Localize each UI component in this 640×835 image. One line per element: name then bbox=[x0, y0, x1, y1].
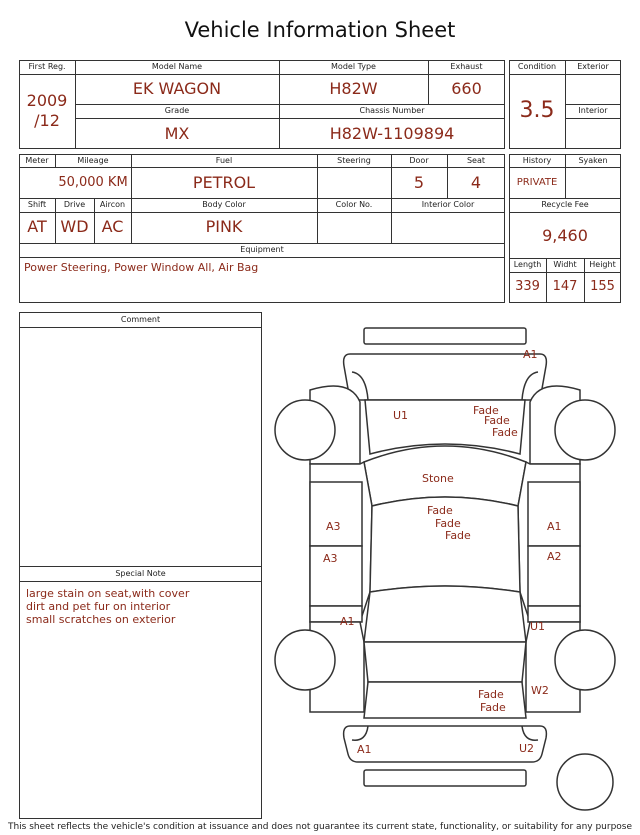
chassis-value: H82W-1109894 bbox=[329, 124, 455, 143]
special-note-line-3: small scratches on exterior bbox=[26, 613, 176, 626]
exterior-label: Exterior bbox=[577, 62, 609, 71]
front-bumper bbox=[344, 354, 547, 400]
equipment-label: Equipment bbox=[240, 245, 284, 254]
disclaimer-footer: This sheet reflects the vehicle's condition at issuance and does not guarantee its current state, functionality, or suitability for any purpose bbox=[7, 822, 633, 832]
mark-front-bumper: A1 bbox=[523, 348, 538, 361]
front-right-wheel bbox=[555, 400, 615, 460]
mark-hood: U1 bbox=[393, 409, 409, 422]
mark-rear-bumper-left: A1 bbox=[357, 743, 372, 756]
mileage-value: 50,000 KM bbox=[58, 175, 128, 190]
grade-label: Grade bbox=[164, 106, 190, 115]
meter-label: Meter bbox=[25, 156, 49, 165]
height-value: 155 bbox=[590, 279, 615, 294]
mark-right-rear-door: A2 bbox=[547, 550, 562, 563]
first-reg-label: First Reg. bbox=[28, 62, 66, 71]
mark-right-quarter: U1 bbox=[530, 620, 546, 633]
drive-value: WD bbox=[60, 217, 89, 236]
syaken-label: Syaken bbox=[578, 156, 608, 165]
seat-value: 4 bbox=[470, 173, 482, 192]
aircon-value: AC bbox=[101, 217, 124, 236]
exhaust-value: 660 bbox=[451, 79, 482, 98]
page-title: Vehicle Information Sheet bbox=[184, 18, 456, 42]
fuel-label: Fuel bbox=[215, 156, 233, 165]
mark-tail-fade-2: Fade bbox=[480, 701, 506, 714]
interior-color-label: Interior Color bbox=[421, 200, 475, 209]
rear-right-wheel bbox=[555, 630, 615, 690]
grade-value: MX bbox=[164, 124, 190, 143]
mark-roof-fade-3: Fade bbox=[445, 529, 471, 542]
first-reg-year: 2009 bbox=[26, 91, 68, 110]
right-front-door bbox=[528, 482, 580, 546]
mark-rear-bumper-right: U2 bbox=[519, 742, 535, 755]
rear-left-wheel bbox=[275, 630, 335, 690]
model-name-value: EK WAGON bbox=[132, 79, 222, 98]
rear-bumper-bottom bbox=[364, 770, 526, 786]
body-color-label: Body Color bbox=[202, 200, 246, 209]
mark-hood-fade-3: Fade bbox=[492, 426, 518, 439]
special-note-line-2: dirt and pet fur on interior bbox=[26, 600, 171, 613]
rear-bumper bbox=[344, 726, 547, 762]
shift-value: AT bbox=[27, 217, 47, 236]
mark-hood-fade-2: Fade bbox=[484, 414, 510, 427]
mark-tail-fade-1: Fade bbox=[478, 688, 504, 701]
front-left-wheel bbox=[275, 400, 335, 460]
history-value: PRIVATE bbox=[516, 177, 558, 188]
length-value: 339 bbox=[515, 279, 540, 294]
mileage-label: Mileage bbox=[77, 156, 109, 165]
spare-wheel bbox=[557, 754, 613, 810]
height-label: Height bbox=[589, 260, 616, 269]
first-reg-month: /12 bbox=[34, 111, 60, 130]
rear-window bbox=[364, 586, 526, 642]
special-note-line-1: large stain on seat,with cover bbox=[26, 587, 190, 600]
tailgate-glass bbox=[364, 642, 526, 682]
mark-roof-fade-1: Fade bbox=[427, 504, 453, 517]
special-note-label: Special Note bbox=[115, 569, 166, 578]
recycle-fee-value: 9,460 bbox=[542, 226, 588, 245]
mark-right-front-door: A1 bbox=[547, 520, 562, 533]
condition-label: Condition bbox=[517, 62, 557, 71]
mark-hood-fade-1: Fade bbox=[473, 404, 499, 417]
front-bumper-top bbox=[364, 328, 526, 344]
left-front-door bbox=[310, 482, 362, 546]
mark-windshield: Stone bbox=[422, 472, 454, 485]
aircon-label: Aircon bbox=[99, 200, 126, 209]
shift-label: Shift bbox=[27, 200, 47, 209]
mark-left-front-door: A3 bbox=[326, 520, 341, 533]
fuel-value: PETROL bbox=[192, 173, 256, 192]
comment-label: Comment bbox=[120, 315, 161, 324]
seat-label: Seat bbox=[466, 156, 486, 165]
color-no-label: Color No. bbox=[335, 200, 373, 209]
drive-label: Drive bbox=[63, 200, 86, 209]
door-value: 5 bbox=[413, 173, 425, 192]
car-damage-diagram bbox=[270, 322, 620, 817]
equipment-value: Power Steering, Power Window All, Air Bag bbox=[24, 261, 259, 274]
mark-left-rear-door: A3 bbox=[323, 552, 338, 565]
steering-label: Steering bbox=[337, 156, 371, 165]
model-name-label: Model Name bbox=[151, 62, 203, 71]
mark-rear-right: W2 bbox=[531, 684, 549, 697]
exhaust-label: Exhaust bbox=[450, 62, 483, 71]
model-type-value: H82W bbox=[329, 79, 378, 98]
door-label: Door bbox=[409, 156, 429, 165]
mark-left-rocker: A1 bbox=[340, 615, 355, 628]
chassis-label: Chassis Number bbox=[359, 106, 425, 115]
width-value: 147 bbox=[552, 279, 578, 294]
width-label: Widht bbox=[553, 260, 577, 269]
body-color-value: PINK bbox=[205, 217, 243, 236]
mark-roof-fade-2: Fade bbox=[435, 517, 461, 530]
recycle-fee-label: Recycle Fee bbox=[541, 200, 589, 209]
history-label: History bbox=[522, 156, 552, 165]
interior-label: Interior bbox=[578, 106, 608, 115]
length-label: Length bbox=[513, 260, 542, 269]
model-type-label: Model Type bbox=[331, 62, 376, 71]
condition-grade: 3.5 bbox=[519, 98, 555, 123]
